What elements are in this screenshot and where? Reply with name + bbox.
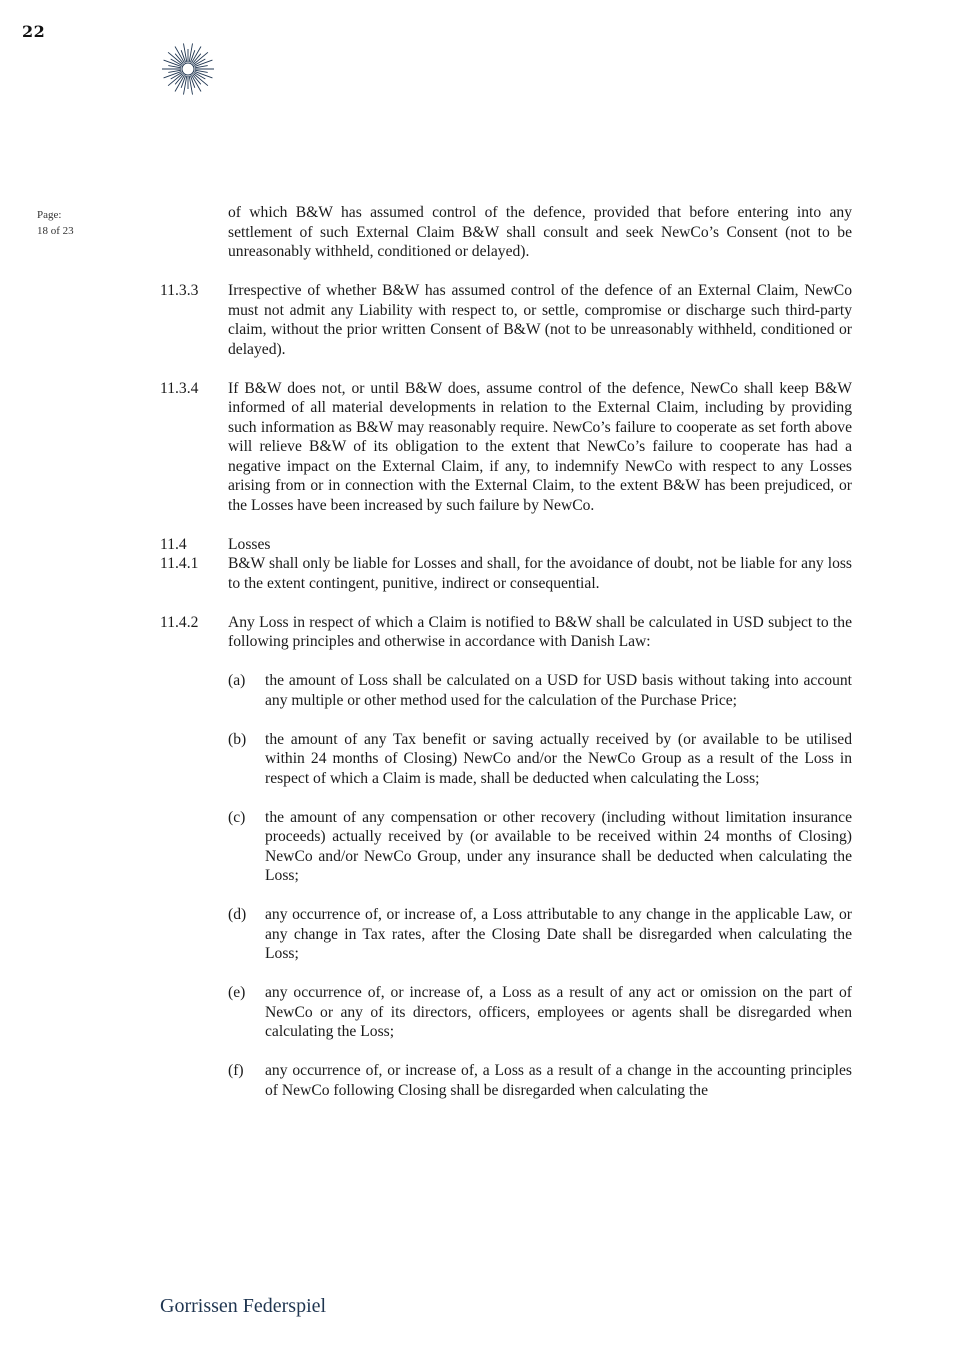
item-text: the amount of Loss shall be calculated on a USD for USD basis without taking into account any multiple or other method used for the calculation of the Purchase Price; xyxy=(265,672,852,709)
clause-number: 11.4.1 xyxy=(160,555,199,572)
continuation-paragraph xyxy=(160,203,852,262)
list-item-f xyxy=(228,1061,852,1100)
item-text: any occurrence of, or increase of, a Loss attributable to any change in the applicable Law, or any change in Tax rates, after the Closing Date shall be disregarded when calculating the Loss; xyxy=(265,906,852,962)
page-number: 22 xyxy=(22,22,46,41)
logo-ray xyxy=(189,76,192,95)
list-item-c xyxy=(228,808,852,886)
clause-number: 11.3.4 xyxy=(160,379,199,397)
clause-11-3-4 xyxy=(160,379,852,516)
item-letter: (b) xyxy=(228,730,247,748)
item-letter: (a) xyxy=(228,672,246,689)
section-number: 11.4 xyxy=(160,535,187,553)
clause-number xyxy=(160,203,228,262)
item-letter: (e) xyxy=(228,984,246,1001)
logo-ray xyxy=(183,43,186,62)
item-text: the amount of any compensation or other recovery (including without limitation insurance proceeds) actually received by (or available to be received within 24 months of Closing) NewCo and/or NewCo Group, under any insurance shall be deducted when calculating the Loss; xyxy=(265,808,852,884)
item-letter: (f) xyxy=(228,1062,244,1079)
footer-brand: Gorrissen Federspiel xyxy=(160,1295,327,1317)
document-body xyxy=(160,203,852,1100)
sunburst-logo-icon xyxy=(158,42,218,96)
clause-number: 11.4.2 xyxy=(160,613,199,631)
item-text: the amount of any Tax benefit or saving actually received by (or available to be utilised within 24 months of Closing) NewCo and/or the NewCo Group as a result of the Loss in respect of which a Claim is made, shall be deducted when calculating the Loss; xyxy=(265,730,852,787)
list-item-d xyxy=(228,905,852,964)
clause-11-3-3 xyxy=(160,281,852,359)
list-item-a xyxy=(228,671,852,710)
clause-text: Any Loss in respect of which a Claim is notified to B&W shall be calculated in USD subject to the following principles and otherwise in accordance with Danish Law: xyxy=(228,613,852,650)
list-item-e xyxy=(228,983,852,1042)
clause-11-4-1 xyxy=(160,554,852,593)
item-letter: (c) xyxy=(228,808,246,826)
clause-number: 11.3.3 xyxy=(160,282,199,299)
item-text: any occurrence of, or increase of, a Loss as a result of any act or omission on the part of NewCo or any of its directors, officers, employees or agents shall be disregarded when calculating the Loss; xyxy=(265,984,852,1040)
clause-text: B&W shall only be liable for Losses and shall, for the avoidance of doubt, not be liable for any loss to the extent contingent, punitive, indirect or consequential. xyxy=(228,555,852,592)
logo-ray xyxy=(189,43,192,62)
clause-text: If B&W does not, or until B&W does, assume control of the defence, NewCo shall keep B&W informed of all material developments in relation to the External Claim, including by providing such information as B&W may reasonably require. NewCo’s failure to cooperate as set forth above will relieve B&W of its obligation to the extent that NewCo’s failure to cooperate has had a negative impact on the External Claim, if any, to indemnify NewCo with respect to any Losses arising from or in connection with the External Claim, to the extent B&W has been prejudiced, or the Losses have been increased by such failure by NewCo. xyxy=(228,379,852,514)
clause-text: Irrespective of whether B&W has assumed control of the defence of an External Claim, NewCo must not admit any Liability with respect to, or settle, compromise or discharge such third-party claim, without the prior written Consent of B&W (not to be unreasonably withheld, conditioned or delayed). xyxy=(228,282,852,358)
logo-core xyxy=(182,63,194,75)
page-info-label: Page: xyxy=(37,209,62,221)
page-info-value: 18 of 23 xyxy=(37,225,74,237)
clause-11-4-2 xyxy=(160,613,852,652)
item-letter: (d) xyxy=(228,906,247,923)
section-heading-11-4 xyxy=(160,535,852,555)
list-item-b xyxy=(228,730,852,789)
page-info xyxy=(37,207,74,239)
item-text: any occurrence of, or increase of, a Loss as a result of a change in the accounting principles of NewCo following Closing shall be disregarded when calculating the xyxy=(265,1062,852,1099)
clause-text: of which B&W has assumed control of the defence, provided that before entering into any settlement of such External Claim B&W shall consult and seek NewCo’s Consent (not to be unreasonably withheld, conditioned or delayed). xyxy=(228,204,852,260)
logo-ray xyxy=(183,76,186,95)
section-title: Losses xyxy=(228,535,271,553)
